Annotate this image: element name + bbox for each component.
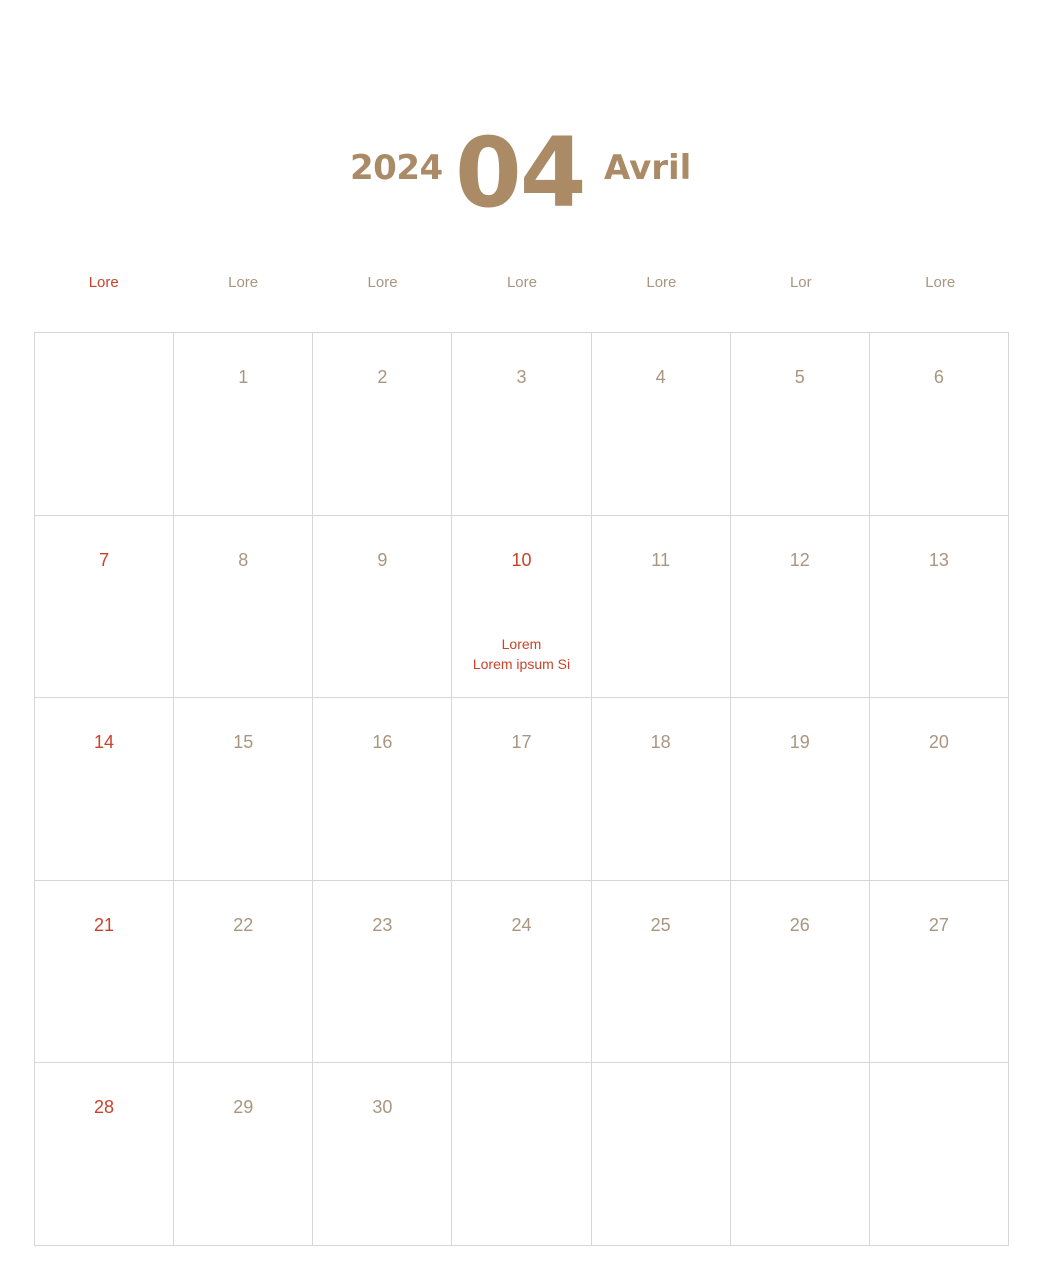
day-number: 4	[655, 367, 666, 387]
day-cell-empty	[731, 1063, 870, 1246]
calendar-grid	[34, 332, 1009, 1246]
day-number: 29	[233, 1097, 254, 1118]
day-cell[interactable]	[35, 516, 174, 699]
day-number: 20	[928, 732, 949, 753]
day-cell[interactable]	[35, 881, 174, 1064]
day-number: 9	[377, 549, 388, 570]
weekday-header-row	[34, 274, 1010, 298]
day-cell[interactable]	[174, 698, 313, 881]
day-cell[interactable]	[731, 516, 870, 699]
day-number: 14	[94, 732, 115, 753]
day-cell[interactable]	[592, 333, 731, 516]
day-number: 3	[516, 367, 527, 387]
event-note	[452, 634, 590, 674]
day-cell[interactable]	[452, 698, 591, 881]
day-cell[interactable]	[870, 333, 1009, 516]
day-cell[interactable]	[731, 333, 870, 516]
day-cell[interactable]	[870, 516, 1009, 699]
day-cell[interactable]	[452, 333, 591, 516]
weekday-label-friday: Lor	[789, 274, 812, 291]
day-number: 19	[789, 732, 810, 753]
day-number: 5	[794, 367, 805, 387]
year-label: 2024	[350, 148, 443, 188]
day-number: 13	[928, 549, 949, 570]
day-number: 23	[372, 914, 393, 935]
day-cell[interactable]	[731, 698, 870, 881]
day-cell[interactable]	[35, 698, 174, 881]
day-number: 28	[94, 1097, 115, 1118]
day-cell[interactable]	[313, 881, 452, 1064]
day-cell[interactable]	[592, 881, 731, 1064]
day-number: 24	[511, 914, 532, 935]
weekday-label-thursday: Lore	[646, 274, 677, 291]
day-cell[interactable]	[174, 333, 313, 516]
day-number: 26	[789, 914, 810, 935]
day-cell[interactable]	[174, 1063, 313, 1246]
day-number: 27	[928, 914, 949, 935]
day-number: 11	[651, 549, 670, 570]
day-number: 18	[650, 732, 671, 753]
day-cell[interactable]	[452, 881, 591, 1064]
day-cell[interactable]	[313, 698, 452, 881]
day-number: 15	[233, 732, 254, 753]
month-number: 04	[455, 117, 585, 229]
day-number: 25	[650, 914, 671, 935]
day-number: 7	[99, 549, 110, 570]
day-number: 21	[94, 914, 115, 935]
weekday-label-monday: Lore	[228, 274, 259, 291]
day-number: 16	[372, 732, 393, 753]
calendar-header	[0, 117, 1043, 230]
day-number: 1	[238, 367, 249, 387]
weekday-label-saturday: Lore	[925, 274, 956, 291]
day-cell[interactable]	[174, 516, 313, 699]
day-number: 17	[511, 732, 532, 753]
day-number: 12	[789, 549, 810, 570]
day-cell[interactable]	[313, 333, 452, 516]
day-cell-empty	[592, 1063, 731, 1246]
day-number: 30	[372, 1097, 393, 1118]
day-cell-event[interactable]	[452, 516, 591, 699]
day-cell[interactable]	[870, 698, 1009, 881]
day-cell[interactable]	[870, 881, 1009, 1064]
day-number: 22	[233, 914, 254, 935]
day-cell[interactable]	[592, 698, 731, 881]
event-description: Lorem ipsum Si	[472, 655, 571, 672]
event-title: Lorem	[501, 635, 542, 652]
weekday-label-sunday: Lore	[88, 274, 119, 291]
day-cell[interactable]	[313, 516, 452, 699]
day-cell[interactable]	[592, 516, 731, 699]
day-cell[interactable]	[174, 881, 313, 1064]
day-cell[interactable]	[731, 881, 870, 1064]
day-number: 8	[238, 549, 249, 570]
weekday-label-wednesday: Lore	[506, 274, 537, 291]
month-name: Avril	[604, 148, 692, 188]
weekday-label-tuesday: Lore	[367, 274, 398, 291]
day-cell[interactable]	[313, 1063, 452, 1246]
day-number: 10	[511, 549, 532, 570]
day-cell[interactable]	[35, 1063, 174, 1246]
day-cell-empty	[452, 1063, 591, 1246]
day-cell[interactable]	[35, 333, 174, 516]
day-cell-empty	[870, 1063, 1009, 1246]
day-number: 6	[933, 367, 944, 387]
day-number: 2	[377, 367, 388, 387]
